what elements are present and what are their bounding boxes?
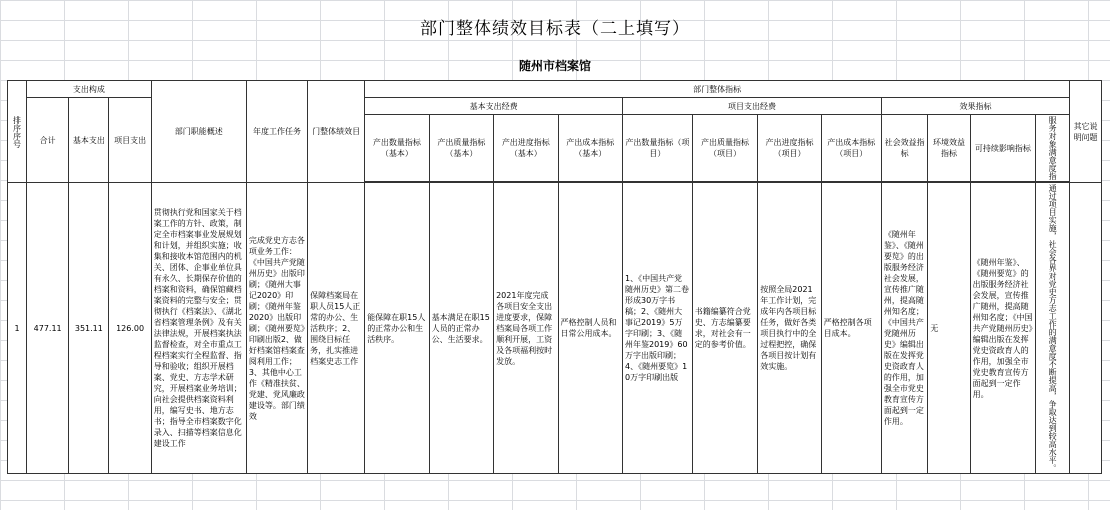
row-basic-progress: 2021年度完成各项目安全支出进度要求，保障档案局各项工作顺利开展，工资及各项福利按时发放。 — [494, 183, 558, 474]
row-basic: 351.11 — [69, 183, 109, 474]
duties-header: 部门职能概述 — [151, 81, 246, 183]
row-overall-goal: 保障档案局在职人员15人正常的办公、生活秩序；2、围绕目标任务，扎实推进档案史志工作 — [308, 183, 365, 474]
basic-progress-header: 产出进度指标（基本） — [494, 115, 558, 182]
organization-name: 随州市档案馆 — [518, 59, 591, 73]
row-proj-qty: 1、《中国共产党随州历史》第二卷形成30万字书稿；2、《随州大事记2019》5万字印刷；3、《随州年鉴2019》60万字出版印刷；4、《随州要览》10万字印刷出版 — [623, 183, 693, 474]
row-sustainable: 《随州年鉴》、《随州要览》的出版服务经济社会发展，宣传推广随州，提高随州知名度；《中国共产党随州历史》编辑出版在发挥党史资政育人的作用，加强全市党史教育宣传方面起到一定作用。 — [970, 183, 1036, 474]
annual-tasks-header: 年度工作任务 — [246, 81, 307, 183]
basic-cost-header: 产出成本指标（基本） — [558, 115, 622, 182]
row-basic-cost: 严格控制人员和日常公用成本。 — [558, 183, 622, 474]
proj-cost-header: 产出成本指标（项目） — [821, 115, 881, 182]
row-social: 《随州年鉴》、《随州要览》的出版服务经济社会发展，宣传推广随州，提高随州知名度；《中国共产党随州历史》编辑出版在发挥党史资政育人的作用，加强全市党史教育宣传方面起到一定作用。 — [881, 183, 928, 474]
environment-header: 环境效益指标 — [928, 115, 970, 182]
row-duties: 贯彻执行党和国家关于档案工作的方针、政策，制定全市档案事业发展规划和计划，并组织实施；收集和接收本馆范围内的机关、团体、企事业单位具有永久、长期保存价值的档案和资料，确保馆藏档案资料的完整与安全；贯彻执行《档案法》、《湖北省档案管理条例》及有关法律法规，开展档案执法监督检查，对全市重点工程档案实行全程监督、指导和验收；组织开展档案、党史、方志学术研究，开展档案业务培训；向社会提供档案资料利用，编写史书、地方志书；指导全市档案数字化录入、扫描等档案信息化建设工作 — [151, 183, 246, 474]
performance-table — [7, 80, 1102, 474]
proj-quality-header: 产出质量指标（项目） — [692, 115, 758, 182]
row-other — [1070, 183, 1102, 474]
satisfaction-header: 服务对象满意度指 — [1036, 115, 1070, 182]
row-project: 126.00 — [109, 183, 151, 474]
indicators-group-header: 部门整体指标 — [365, 81, 1070, 98]
other-header: 其它说明问题 — [1070, 81, 1102, 183]
row-basic-quality: 基本满足在职15人员的正常办公、生活要求。 — [429, 183, 493, 474]
effect-group-header: 效果指标 — [881, 98, 1069, 115]
row-satisfaction: 通过项目实施，社会各界对党史方志工作的满意度不断提高，争取达到较高水平。 — [1036, 183, 1070, 474]
row-total: 477.11 — [27, 183, 69, 474]
expenditure-group-header: 支出构成 — [27, 81, 152, 98]
row-basic-qty: 能保障在职15人的正常办公和生活秩序。 — [365, 183, 429, 474]
basic-group-header: 基本支出经费 — [365, 98, 623, 115]
proj-progress-header: 产出进度指标（项目） — [758, 115, 821, 182]
row-proj-cost: 严格控制各项目成本。 — [821, 183, 881, 474]
row-proj-progress: 按照全局2021年工作计划，完成年内各项目标任务，做好各类项目执行中的全过程把控，确保各项目按计划有效实施。 — [758, 183, 821, 474]
total-header: 合计 — [27, 98, 69, 183]
row-environment: 无 — [928, 183, 970, 474]
overall-goal-header: 门整体绩效目 — [308, 81, 365, 183]
social-header: 社会效益指标 — [881, 115, 928, 182]
page-title: 部门整体绩效目标表（二上填写） — [420, 19, 690, 39]
project-group-header: 项目支出经费 — [623, 98, 882, 115]
row-proj-quality: 书籍编纂符合党史、方志编纂要求，对社会有一定的参考价值。 — [692, 183, 758, 474]
basic-qty-header: 产出数量指标（基本） — [365, 115, 429, 182]
project-header: 项目支出 — [109, 98, 151, 183]
table-row — [8, 183, 1102, 474]
row-seq: 1 — [8, 183, 27, 474]
seq-header: 排序序号 — [8, 81, 27, 183]
proj-qty-header: 产出数量指标（项目） — [623, 115, 693, 182]
basic-quality-header: 产出质量指标（基本） — [429, 115, 493, 182]
basic-header: 基本支出 — [69, 98, 109, 183]
sustainable-header: 可持续影响指标 — [970, 115, 1036, 182]
row-annual-tasks: 完成党史方志各项业务工作：《中国共产党随州历史》出版印刷；《随州大事记2020》印刷；《随州年鉴2020》出版印刷；《随州要览》印刷出版2、做好档案馆档案查阅利用工作；3、其他中心工作《精准扶贫、党建、党风廉政建设等。部门绩效 — [246, 183, 307, 474]
